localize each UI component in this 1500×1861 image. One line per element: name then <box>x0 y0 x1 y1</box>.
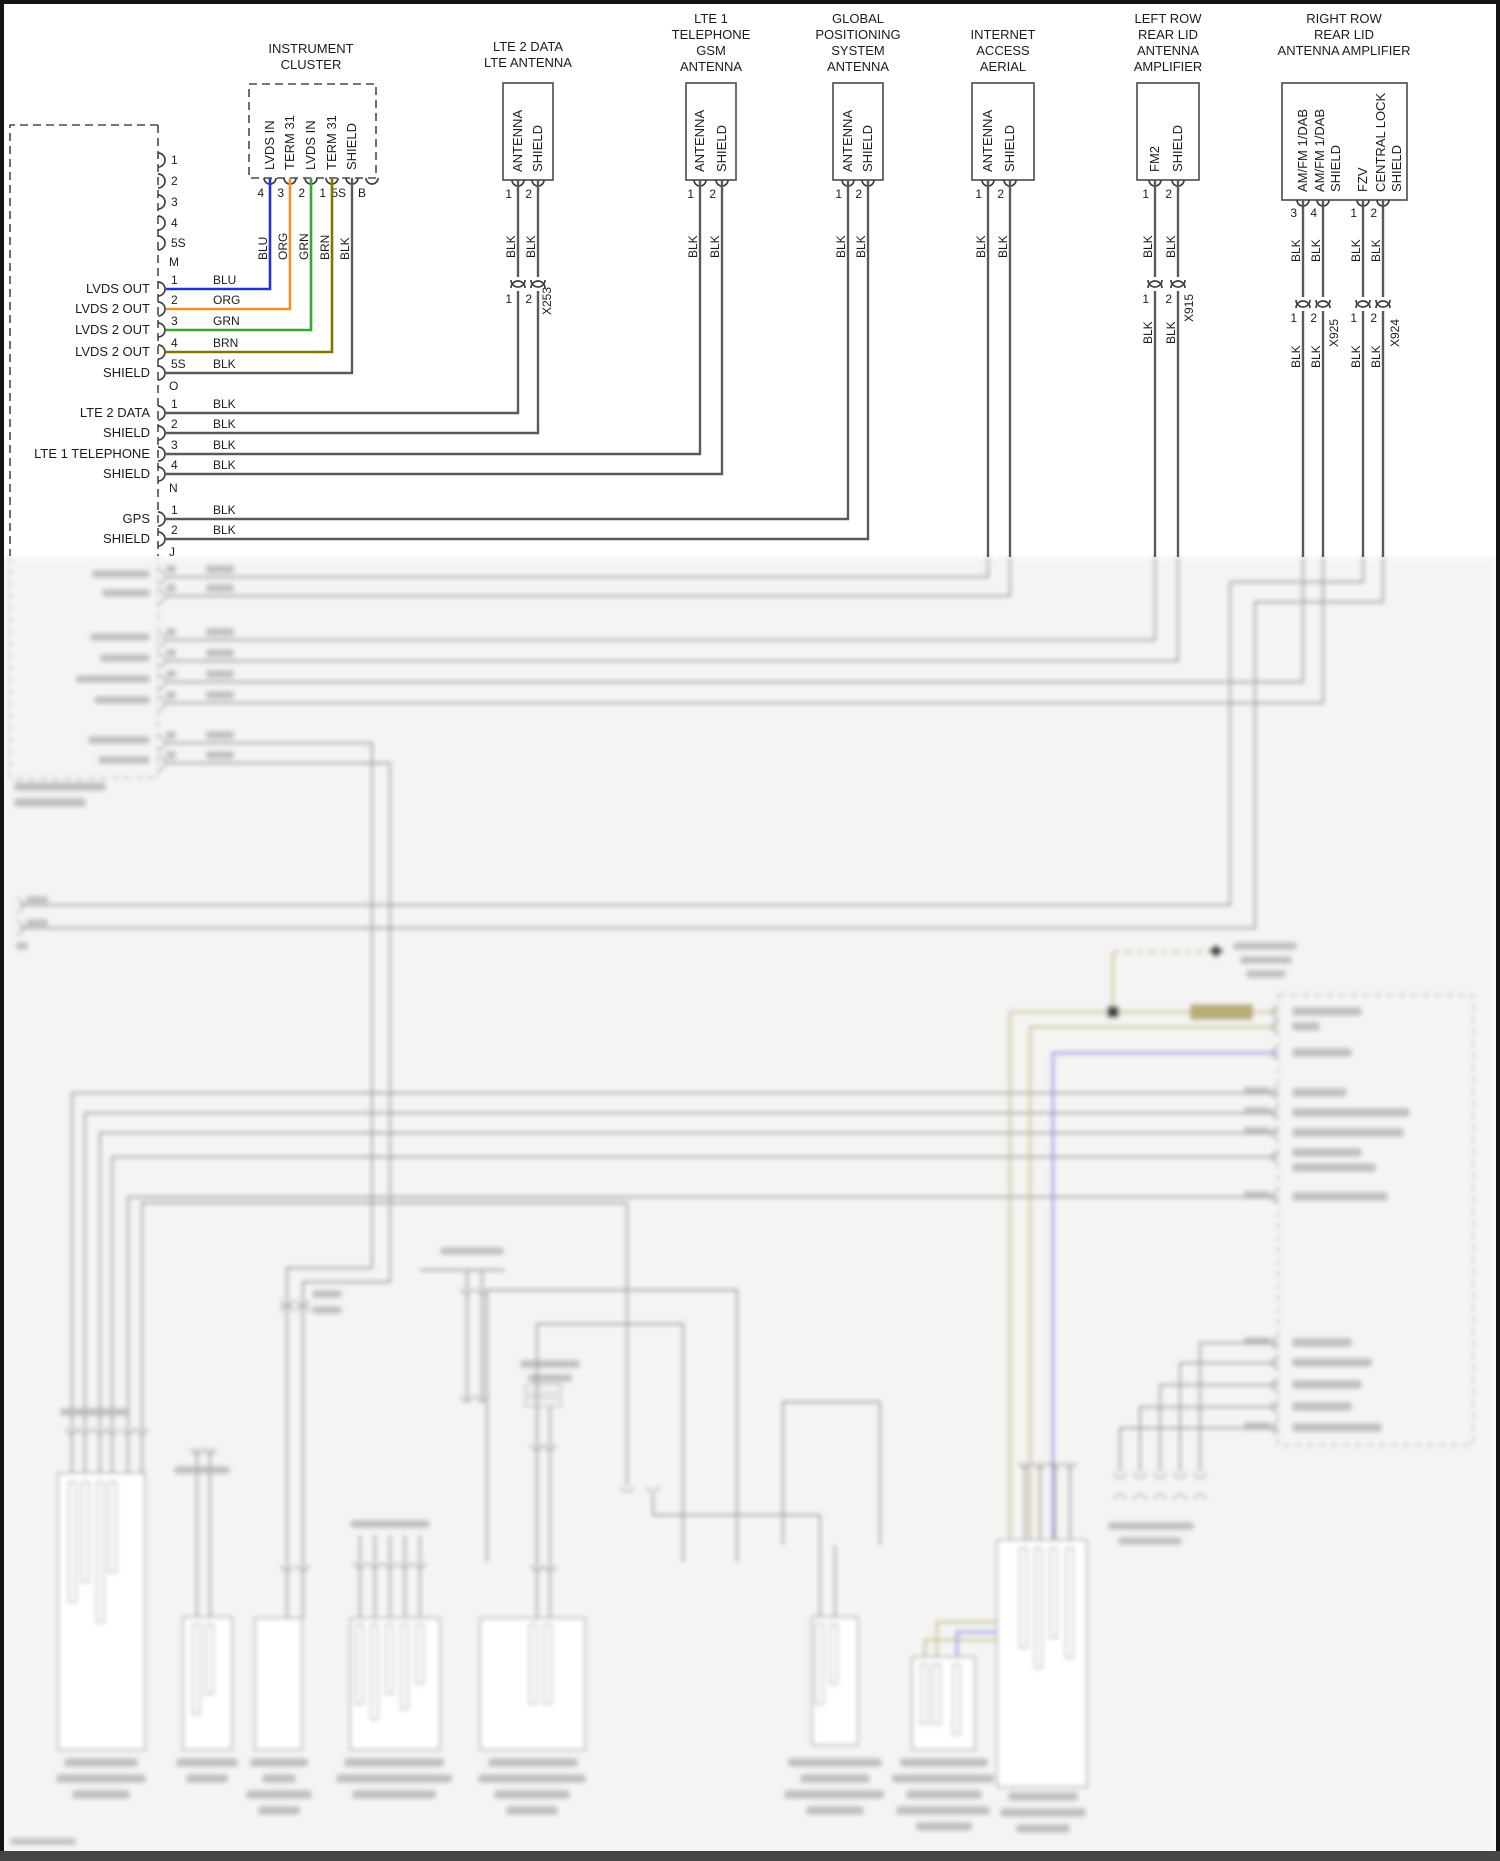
box-pin-label: AM/FM 1/DAB <box>1312 108 1327 192</box>
box-pin-label: FM2 <box>1147 146 1162 172</box>
cluster-pin-label: LVDS IN <box>262 120 277 170</box>
inline-connector-label: X253 <box>540 286 554 315</box>
wire-color-label: BLK <box>1164 235 1178 258</box>
box-pin-label: SHIELD <box>1002 125 1017 172</box>
pin-number: 3 <box>277 186 284 200</box>
row-label: LVDS 2 OUT <box>75 322 150 337</box>
pin-number: 4 <box>1310 206 1317 220</box>
instrument-cluster <box>166 41 378 373</box>
pin-number: 1 <box>975 187 982 201</box>
component-title: POSITIONING <box>815 27 901 42</box>
internet-aerial <box>971 27 1036 557</box>
x924-break-arcs <box>1356 300 1390 308</box>
box-pin-label: SHIELD <box>1170 125 1185 172</box>
connector-letter: M <box>169 255 179 269</box>
box-pin-label: ANTENNA <box>510 109 525 172</box>
pin-number: 4 <box>171 458 178 472</box>
cluster-pin-arcs <box>264 178 378 184</box>
wire-color-label: BLK <box>504 235 518 258</box>
component-title: CLUSTER <box>280 57 342 72</box>
row-label: LVDS 2 OUT <box>75 301 150 316</box>
wire-color-label: BLK <box>974 235 988 258</box>
wire-color-label: ORG <box>213 293 241 307</box>
component-title: REAR LID <box>1314 27 1374 42</box>
gps-antenna <box>166 11 901 539</box>
lte1-antenna <box>166 11 751 474</box>
pin-number: 1 <box>1142 292 1149 306</box>
pin-number: 2 <box>709 187 716 201</box>
wire-color-label: BLK <box>1369 239 1383 262</box>
box-pin-label: FZV <box>1355 167 1370 192</box>
pin-number: 3 <box>171 195 178 209</box>
box-pin-label: SHIELD <box>714 125 729 172</box>
box-pin-label: ANTENNA <box>980 109 995 172</box>
component-title: GSM <box>696 43 726 58</box>
pin-number: 3 <box>171 314 178 328</box>
wire-color-label: BLK <box>1349 239 1363 262</box>
row-label: LTE 1 TELEPHONE <box>34 446 150 461</box>
cluster-pin-label: LVDS IN <box>303 120 318 170</box>
wire-color-label: BLK <box>1289 239 1303 262</box>
pin-number: 1 <box>171 153 178 167</box>
wire-color-label: BLK <box>524 235 538 258</box>
pin-number: 2 <box>1165 187 1172 201</box>
component-title: ANTENNA AMPLIFIER <box>1277 43 1411 58</box>
wire-color-label: BLK <box>834 235 848 258</box>
component-title: INTERNET <box>970 27 1036 42</box>
component-title: SYSTEM <box>831 43 885 58</box>
pin-number: B <box>357 186 366 200</box>
connector-letter: O <box>169 379 179 393</box>
wire-color-label: GRN <box>213 314 240 328</box>
wire-term31-brn <box>166 178 332 352</box>
pin-number: 2 <box>855 187 862 201</box>
component-title: GLOBAL <box>831 11 885 26</box>
row-label: SHIELD <box>103 425 150 440</box>
pin-number: 1 <box>1290 311 1297 325</box>
wire-color-label: BLK <box>996 235 1010 258</box>
pin-number: 3 <box>1290 206 1297 220</box>
pin-number: 2 <box>525 292 532 306</box>
component-title: ANTENNA <box>1136 43 1200 58</box>
box-pin-label: ANTENNA <box>840 109 855 172</box>
component-title: ACCESS <box>976 43 1030 58</box>
pin-number: 1 <box>1142 187 1149 201</box>
pin-number: 5S <box>171 357 186 371</box>
connector-letter: J <box>169 545 175 559</box>
box-pin-label: SHIELD <box>1328 145 1343 192</box>
wire-color-label: BLK <box>1309 239 1323 262</box>
wire-color-label: BLK <box>213 357 236 371</box>
pin-number: 2 <box>1310 311 1317 325</box>
wire-color-label: BLK <box>1369 345 1383 368</box>
wire-color-label: GRN <box>297 233 311 260</box>
pin-number: 4 <box>171 216 178 230</box>
pin-number: 5S <box>171 236 186 250</box>
cluster-pin-label: TERM 31 <box>282 115 297 170</box>
pin-number: 2 <box>1370 311 1377 325</box>
watermark-blob <box>10 1838 76 1845</box>
wire-color-label: ORG <box>276 232 290 260</box>
wire-color-label: BLK <box>708 235 722 258</box>
inline-connector-label: X915 <box>1182 293 1196 322</box>
wire-color-label: BLK <box>213 458 236 472</box>
pin-number: 2 <box>298 186 305 200</box>
pin-number: 1 <box>1350 311 1357 325</box>
pin-number: 4 <box>257 186 264 200</box>
left-module <box>10 125 240 559</box>
box-pin-label: SHIELD <box>530 125 545 172</box>
wire-shield-blk <box>166 178 352 373</box>
wire-color-label: BLU <box>256 236 270 260</box>
component-title: LTE ANTENNA <box>484 55 572 70</box>
wire-color-label: BLK <box>686 235 700 258</box>
box-pin-label: ANTENNA <box>692 109 707 172</box>
pin-number: 1 <box>505 292 512 306</box>
inline-connector-label: X925 <box>1327 318 1341 347</box>
left-module-pin-arcs <box>158 153 165 546</box>
row-label: LVDS OUT <box>85 281 150 296</box>
wire-lte1-2 <box>166 180 722 474</box>
component-title: AMPLIFIER <box>1133 59 1203 74</box>
cluster-pin-label: SHIELD <box>344 123 359 170</box>
pin-number: 4 <box>171 336 178 350</box>
row-label: SHIELD <box>103 531 150 546</box>
pin-number: 1 <box>171 397 178 411</box>
wire-color-label: BLK <box>213 523 236 537</box>
pin-number: 2 <box>997 187 1004 201</box>
right-rear-amplifier <box>1278 11 1411 557</box>
pin-number: 1 <box>687 187 694 201</box>
page-bottom-bar <box>0 1851 1500 1861</box>
component-title: INSTRUMENT <box>268 41 354 56</box>
pin-number: 2 <box>1370 206 1377 220</box>
box-pin-label: SHIELD <box>1389 145 1404 192</box>
component-title: LTE 1 <box>694 11 728 26</box>
pin-number: 1 <box>171 273 178 287</box>
wire-color-label: BLK <box>1309 345 1323 368</box>
component-title: AERIAL <box>979 59 1027 74</box>
component-title: LTE 2 DATA <box>492 39 564 54</box>
component-title: REAR LID <box>1138 27 1198 42</box>
row-label: LTE 2 DATA <box>79 405 150 420</box>
wire-color-label: BRN <box>318 234 332 260</box>
wire-color-label: BRN <box>213 336 239 350</box>
tan-connector-sleeve <box>1190 1004 1253 1020</box>
inline-connector-label: X924 <box>1388 318 1402 347</box>
pin-number: 2 <box>171 523 178 537</box>
box-pin-label: AM/FM 1/DAB <box>1295 108 1310 192</box>
splice-square <box>1107 1006 1119 1018</box>
row-label: GPS <box>122 511 150 526</box>
row-label: SHIELD <box>103 365 150 380</box>
pin-number: 1 <box>319 186 326 200</box>
box-pin-label: CENTRAL LOCK <box>1373 92 1388 192</box>
wire-color-label: BLK <box>1349 345 1363 368</box>
row-label: SHIELD <box>103 466 150 481</box>
wire-color-label: BLK <box>338 237 352 260</box>
wire-color-label: BLK <box>1164 321 1178 344</box>
component-title: TELEPHONE <box>671 27 751 42</box>
pin-number: 2 <box>171 417 178 431</box>
pin-number: 1 <box>835 187 842 201</box>
left-module-border <box>10 125 158 556</box>
pin-number: 2 <box>171 174 178 188</box>
pin-number: 2 <box>525 187 532 201</box>
wire-color-label: BLK <box>213 438 236 452</box>
pin-number: 3 <box>171 438 178 452</box>
wire-color-label: BLK <box>213 503 236 517</box>
wire-color-label: BLK <box>1141 321 1155 344</box>
component-title: LEFT ROW <box>1134 11 1202 26</box>
component-title: ANTENNA <box>679 59 743 74</box>
wire-color-label: BLU <box>213 273 237 287</box>
pin-number: 1 <box>1350 206 1357 220</box>
x253-break-arcs <box>511 280 545 288</box>
x915-break-arcs <box>1148 280 1185 288</box>
pin-number: 1 <box>505 187 512 201</box>
connector-letter: N <box>169 481 178 495</box>
wire-color-label: BLK <box>1289 345 1303 368</box>
wire-color-label: BLK <box>1141 235 1155 258</box>
component-title: ANTENNA <box>826 59 890 74</box>
pin-number: 2 <box>1165 292 1172 306</box>
wire-color-label: BLK <box>213 397 236 411</box>
pin-number: 5S <box>331 186 346 200</box>
box-pin-label: SHIELD <box>860 125 875 172</box>
wire-color-label: BLK <box>854 235 868 258</box>
x925-break-arcs <box>1296 300 1330 308</box>
row-label: LVDS 2 OUT <box>75 344 150 359</box>
wire-gps-1 <box>166 180 848 519</box>
pin-number: 1 <box>171 503 178 517</box>
cluster-pin-label: TERM 31 <box>324 115 339 170</box>
wire-color-label: BLK <box>213 417 236 431</box>
left-rear-amplifier <box>1134 11 1203 557</box>
pin-number: 2 <box>171 293 178 307</box>
component-title: RIGHT ROW <box>1306 11 1382 26</box>
blurred-lower-diagram <box>4 556 1496 1853</box>
